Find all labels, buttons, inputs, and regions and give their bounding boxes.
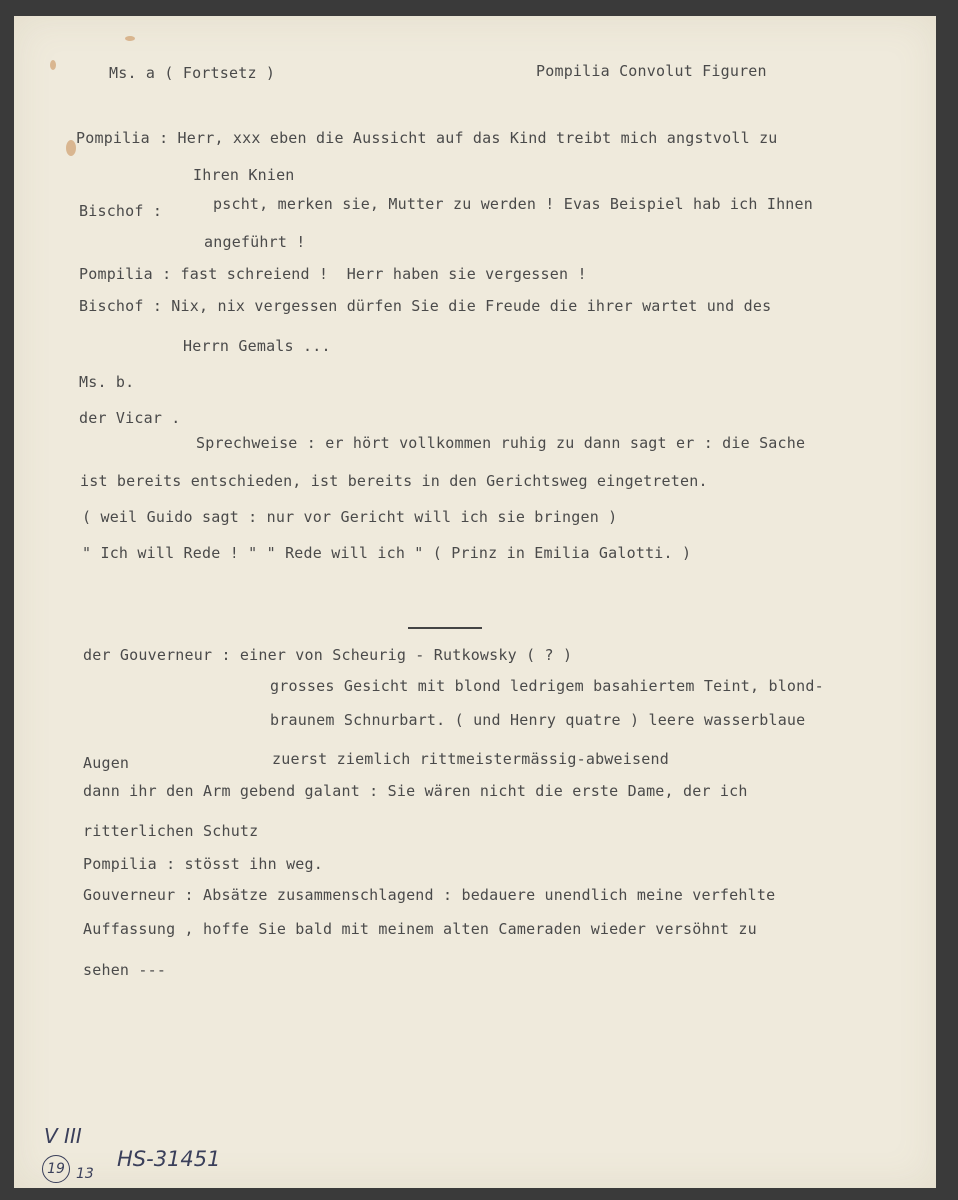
archive-roman-numeral: V III: [44, 1124, 82, 1148]
text-line: dann ihr den Arm gebend galant : Sie wären nicht die erste Dame, der ich: [83, 782, 748, 800]
header-right: Pompilia Convolut Figuren: [536, 62, 767, 80]
document-page: [14, 16, 936, 1188]
stain-mark: [125, 36, 135, 41]
folio-number: 13: [76, 1166, 94, 1182]
text-line: Ihren Knien: [193, 166, 295, 184]
text-line: Bischof : Nix, nix vergessen dürfen Sie die Freude die ihrer wartet und des: [79, 297, 772, 315]
text-line: Sprechweise : er hört vollkommen ruhig zu dann sagt er : die Sache: [196, 434, 806, 452]
text-line: Augen: [83, 754, 130, 772]
text-line: Ms. b.: [79, 373, 135, 391]
text-line: ritterlichen Schutz: [83, 822, 259, 840]
text-line: der Gouverneur : einer von Scheurig - Rutkowsky ( ? ): [83, 646, 573, 664]
text-line: ( weil Guido sagt : nur vor Gericht will ich sie bringen ): [82, 508, 618, 526]
circled-number: [42, 1155, 70, 1183]
header-left: Ms. a ( Fortsetz ): [109, 64, 276, 82]
text-line: Pompilia : Herr, xxx eben die Aussicht auf das Kind treibt mich angstvoll zu: [76, 129, 778, 147]
text-line: Pompilia : fast schreiend ! Herr haben sie vergessen !: [79, 265, 587, 283]
archive-signature: HS-31451: [117, 1147, 221, 1171]
text-line: pscht, merken sie, Mutter zu werden ! Evas Beispiel hab ich Ihnen: [213, 195, 813, 213]
circled-number-text: 19: [47, 1161, 65, 1177]
text-line: der Vicar .: [79, 409, 181, 427]
text-line: Gouverneur : Absätze zusammenschlagend : bedauere unendlich meine verfehlte: [83, 886, 776, 904]
text-line: sehen ---: [83, 961, 167, 979]
text-line: grosses Gesicht mit blond ledrigem basahiertem Teint, blond-: [270, 677, 824, 695]
text-line: zuerst ziemlich rittmeistermässig-abweisend: [272, 750, 669, 768]
text-line: Auffassung , hoffe Sie bald mit meinem alten Cameraden wieder versöhnt zu: [83, 920, 757, 938]
stain-mark: [50, 60, 56, 70]
text-line: Pompilia : stösst ihn weg.: [83, 855, 323, 873]
text-line: " Ich will Rede ! " " Rede will ich " ( Prinz in Emilia Galotti. ): [82, 544, 692, 562]
text-line: ist bereits entschieden, ist bereits in den Gerichtsweg eingetreten.: [80, 472, 708, 490]
stain-mark: [66, 140, 76, 156]
text-line: braunem Schnurbart. ( und Henry quatre ) leere wasserblaue: [270, 711, 806, 729]
text-line: angeführt !: [204, 233, 306, 251]
section-divider: [408, 627, 482, 629]
text-line: Herrn Gemals ...: [183, 337, 331, 355]
text-line: Bischof :: [79, 202, 163, 220]
